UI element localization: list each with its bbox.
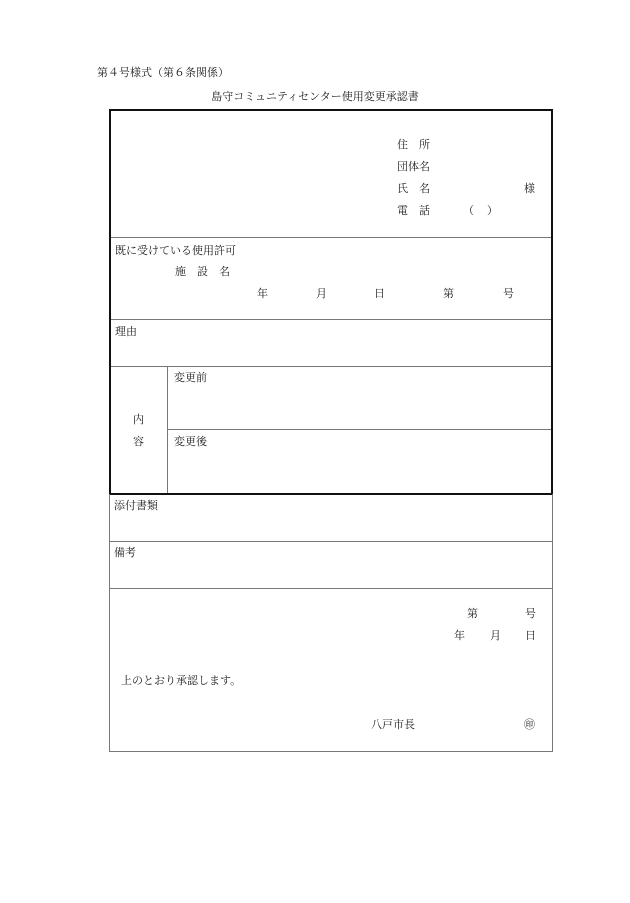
attachments-label: 添付書類 (114, 499, 158, 512)
reason-section (109, 319, 553, 367)
approval-month-label: 月 (490, 629, 501, 642)
permit-number-prefix: 第 (443, 287, 454, 300)
applicant-section (109, 109, 553, 238)
approval-year-label: 年 (454, 629, 465, 642)
approval-section (109, 588, 553, 752)
authority-mayor: 八戸市長 (371, 718, 415, 731)
content-label-top: 内 (133, 413, 144, 426)
group-name-label: 団体名 (397, 160, 430, 173)
approval-number-suffix: 号 (525, 607, 536, 620)
seal-mark-icon: ㊞ (524, 718, 535, 731)
permit-number-suffix: 号 (503, 287, 514, 300)
attachments-section (109, 494, 553, 542)
permit-month-label: 月 (316, 287, 327, 300)
existing-permit-section (109, 237, 553, 320)
content-section (109, 366, 553, 495)
existing-permit-heading: 既に受けている使用許可 (115, 244, 236, 257)
content-divider-horizontal (167, 429, 551, 430)
phone-label: 電 話 (397, 204, 430, 217)
phone-paren-open: （ (463, 204, 474, 217)
approval-number-prefix: 第 (467, 607, 478, 620)
honorific-sama: 様 (524, 182, 535, 195)
permit-day-label: 日 (374, 287, 385, 300)
phone-paren-close: ） (487, 204, 498, 217)
facility-name-label: 施 設 名 (175, 265, 230, 278)
approval-statement: 上のとおり承認します。 (121, 674, 242, 687)
permit-year-label: 年 (257, 287, 268, 300)
reason-label: 理由 (115, 325, 137, 338)
form-number-label: 第４号様式（第６条関係） (97, 66, 229, 79)
before-change-label: 変更前 (174, 371, 207, 384)
approval-day-label: 日 (525, 629, 536, 642)
name-label: 氏 名 (397, 182, 430, 195)
after-change-label: 変更後 (174, 435, 207, 448)
document-title: 島守コミュニティセンター使用変更承認書 (211, 90, 419, 103)
address-label: 住 所 (397, 138, 430, 151)
content-label-bottom: 容 (133, 435, 144, 448)
remarks-section (109, 541, 553, 589)
remarks-label: 備考 (114, 546, 136, 559)
